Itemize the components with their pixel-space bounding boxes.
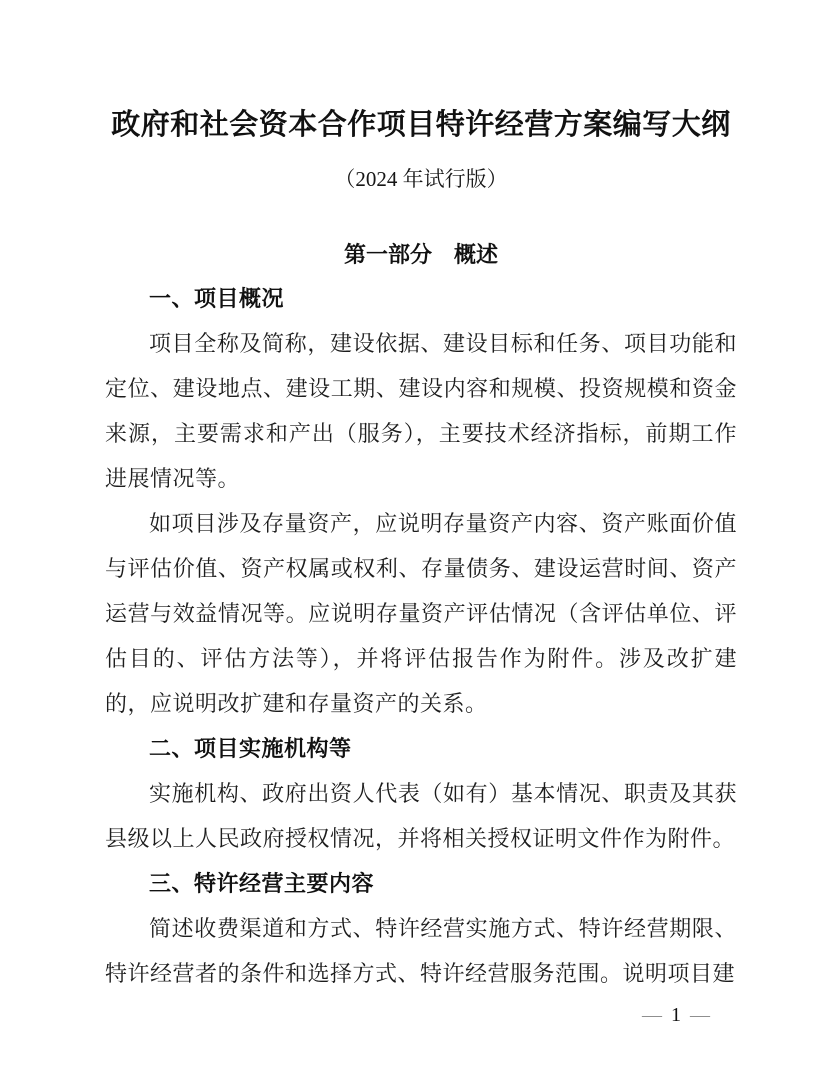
section-heading-implementing-agency: 二、项目实施机构等	[149, 736, 352, 761]
paragraph: 项目全称及简称，建设依据、建设目标和任务、项目功能和定位、建设地点、建设工期、建设内容和规模、投资规模和资金来源，主要需求和产出（服务），主要技术经济指标，前期工作进展情况等。	[105, 331, 737, 491]
document-title: 政府和社会资本合作项目特许经营方案编写大纲	[111, 109, 731, 141]
section-heading-franchise-main-content: 三、特许经营主要内容	[149, 871, 375, 896]
paragraph: 实施机构、政府出资人代表（如有）基本情况、职责及其获县级以上人民政府授权情况，并将相关授权证明文件作为附件。	[105, 781, 737, 851]
document-subtitle: （2024 年试行版）	[334, 167, 508, 191]
paragraph: 如项目涉及存量资产，应说明存量资产内容、资产账面价值与评估价值、资产权属或权利、存量债务、建设运营时间、资产运营与效益情况等。应说明存量资产评估情况（含评估单位、评估目的、评估方法等），并将评估报告作为附件。涉及改扩建的，应说明改扩建和存量资产的关系。	[105, 511, 737, 716]
document-body	[105, 276, 737, 996]
page-footer	[105, 1000, 737, 1030]
part-heading: 第一部分 概述	[343, 242, 498, 267]
footer-dash-left: —	[642, 1004, 662, 1026]
footer-dash-right: —	[690, 1004, 710, 1026]
section-heading-project-overview: 一、项目概况	[149, 286, 285, 311]
paragraph: 简述收费渠道和方式、特许经营实施方式、特许经营期限、特许经营者的条件和选择方式、特许经营服务范围。说明项目建	[105, 916, 737, 986]
page-number: 1	[671, 1004, 681, 1026]
